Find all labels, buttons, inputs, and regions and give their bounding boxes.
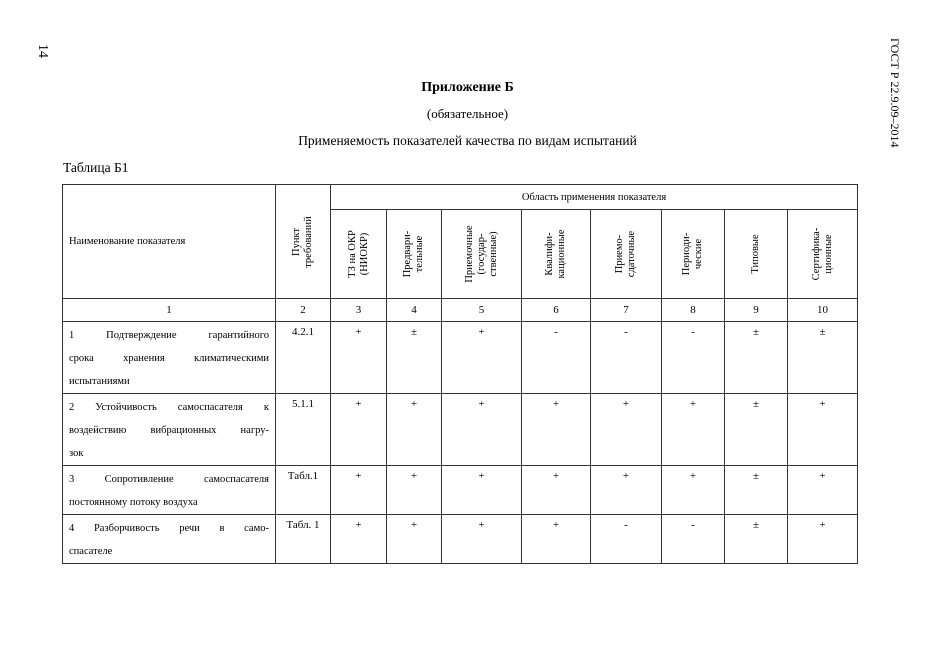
applicability-mark: + [387,466,442,515]
appendix-heading: Применяемость показателей качества по видам испытаний [298,133,637,148]
column-number: 7 [591,299,662,322]
test-type-header [387,210,442,299]
test-type-header [591,210,662,299]
applicability-mark: + [442,394,522,466]
requirement-clause: 4.2.1 [276,322,331,394]
indicator-name-line: постоянному потоку воздуха [69,497,198,508]
test-type-label: Квалифи- кационные [544,229,567,279]
indicator-name-line: 4 Разборчивость речи в само- [69,523,269,534]
applicability-mark: ± [387,322,442,394]
column-number: 9 [725,299,788,322]
applicability-mark: + [331,322,387,394]
applicability-mark: - [591,515,662,564]
column-number: 4 [387,299,442,322]
applicability-mark: + [591,394,662,466]
area-header: Область применения показателя [331,185,858,210]
test-type-label: Приемочные (государ- ственные) [463,225,499,283]
test-type-header [442,210,522,299]
page-number: 14 [35,44,50,58]
test-type-header [331,210,387,299]
column-numbers-row [63,299,858,322]
indicator-name-line: срока хранения климатическими [69,353,269,364]
column-number: 8 [662,299,725,322]
applicability-table [62,184,858,564]
applicability-mark: - [662,515,725,564]
column-number: 3 [331,299,387,322]
applicability-mark: + [662,394,725,466]
applicability-mark: - [591,322,662,394]
applicability-mark: + [788,466,858,515]
applicability-mark: + [662,466,725,515]
table-row [63,515,858,564]
column-header-requirement [276,185,331,299]
test-type-header [662,210,725,299]
applicability-mark: + [387,515,442,564]
applicability-mark: + [522,466,591,515]
column-header-requirement-text: Пункт требований [291,215,314,268]
test-type-label: Приемо- сдаточные [614,230,637,278]
indicator-name-line: 1 Подтверждение гарантийного [69,330,269,341]
column-number: 1 [63,299,276,322]
appendix-title: Приложение Б [421,80,514,95]
applicability-mark: + [442,322,522,394]
test-type-label: ТЗ на ОКР (НИОКР) [346,230,370,278]
indicator-name-line: воздействию вибрационных нагру- [69,425,269,436]
test-type-label: Предвари- тельные [402,230,425,278]
requirement-clause: 5.1.1 [276,394,331,466]
table-row [63,322,858,394]
applicability-mark: + [442,515,522,564]
applicability-mark: + [788,394,858,466]
header-row [63,185,858,210]
applicability-mark: ± [725,394,788,466]
test-type-header [788,210,858,299]
requirement-clause: Табл. 1 [276,515,331,564]
applicability-mark: ± [725,466,788,515]
test-type-label: Типовые [750,234,761,274]
applicability-mark: + [331,515,387,564]
applicability-mark: + [442,466,522,515]
table-row [63,394,858,466]
indicator-name-line: 2 Устойчивость самоспасателя к [69,402,269,413]
column-number: 2 [276,299,331,322]
applicability-mark: ± [725,322,788,394]
applicability-mark: ± [725,515,788,564]
test-type-header [522,210,591,299]
indicator-name-line: зок [69,448,84,459]
column-number: 6 [522,299,591,322]
requirement-clause: Табл.1 [276,466,331,515]
appendix-subtitle: (обязательное) [426,106,509,121]
applicability-mark: + [591,466,662,515]
applicability-mark: + [522,515,591,564]
applicability-mark: + [788,515,858,564]
indicator-name-line: спасателе [69,546,113,557]
applicability-mark: + [331,394,387,466]
applicability-mark: - [662,322,725,394]
indicator-name [63,322,276,394]
indicator-name-line: 3 Сопротивление самоспасателя [69,474,269,485]
indicator-name [63,466,276,515]
column-number: 10 [788,299,858,322]
indicator-name [63,394,276,466]
applicability-mark: + [522,394,591,466]
applicability-mark: - [522,322,591,394]
indicator-name [63,515,276,564]
table-label: Таблица Б1 [63,160,129,175]
column-header-name: Наименование показателя [63,185,276,299]
test-type-header [725,210,788,299]
applicability-mark: + [387,394,442,466]
column-number: 5 [442,299,522,322]
standard-code: ГОСТ Р 22.9.09–2014 [888,38,902,148]
applicability-mark: + [331,466,387,515]
test-type-label: Сертифика- ционные [810,227,834,281]
indicator-name-line: испытаниями [69,376,130,387]
table-row [63,466,858,515]
test-type-label: Периоди- ческие [681,232,704,276]
applicability-mark: ± [788,322,858,394]
